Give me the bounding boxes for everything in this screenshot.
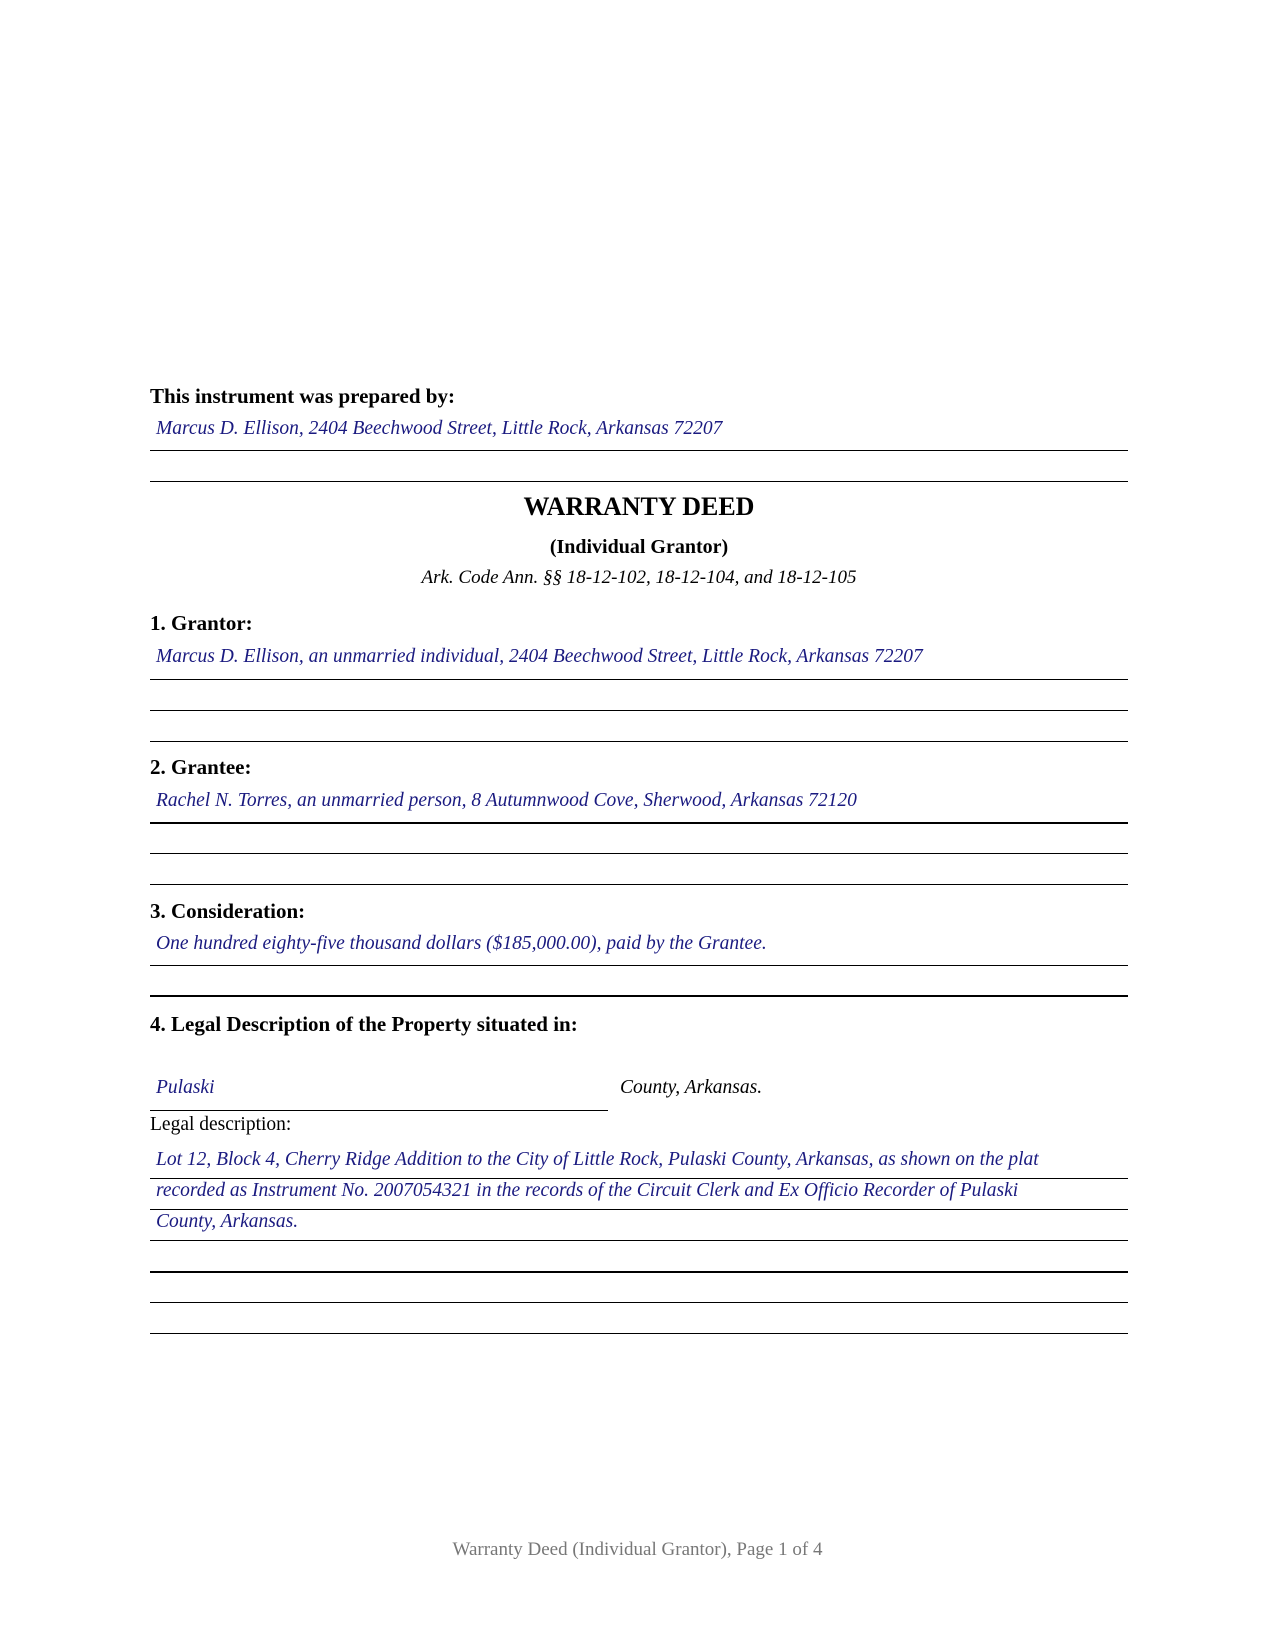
prepared-by-field[interactable]: Marcus D. Ellison, 2404 Beechwood Street, Little Rock, Arkansas 72207 xyxy=(156,418,723,439)
county-suffix: County, Arkansas. xyxy=(620,1077,763,1098)
grantor-line-3 xyxy=(150,741,1128,742)
legal-underline-6 xyxy=(150,1333,1128,1334)
legal-description-label: Legal description: xyxy=(150,1114,292,1135)
grantor-line-1 xyxy=(150,679,1128,680)
grantee-field[interactable]: Rachel N. Torres, an unmarried person, 8 Autumnwood Cove, Sherwood, Arkansas 72120 xyxy=(156,790,857,811)
grantee-line-1 xyxy=(150,822,1128,824)
statute-reference: Ark. Code Ann. §§ 18-12-102, 18-12-104, and 18-12-105 xyxy=(421,567,857,588)
legal-description-line-1[interactable]: Lot 12, Block 4, Cherry Ridge Addition to the City of Little Rock, Pulaski County, Arkansas, as shown on the plat xyxy=(156,1149,1039,1170)
legal-underline-4 xyxy=(150,1271,1128,1273)
document-subtitle: (Individual Grantor) xyxy=(549,536,729,558)
grantee-line-3 xyxy=(150,884,1128,885)
county-underline xyxy=(150,1110,608,1111)
legal-underline-1 xyxy=(150,1178,1128,1179)
grantor-line-2 xyxy=(150,710,1128,711)
prepared-by-label: This instrument was prepared by: xyxy=(150,384,455,408)
legal-underline-3 xyxy=(150,1240,1128,1241)
grantor-label: 1. Grantor: xyxy=(150,611,253,635)
legal-description-line-3[interactable]: County, Arkansas. xyxy=(156,1211,299,1232)
legal-description-line-2[interactable]: recorded as Instrument No. 2007054321 in the records of the Circuit Clerk and Ex Officio Recorder of Pulaski xyxy=(156,1180,1019,1201)
prepared-by-underline xyxy=(150,450,1128,451)
grantor-field[interactable]: Marcus D. Ellison, an unmarried individual, 2404 Beechwood Street, Little Rock, Arkansas 72207 xyxy=(156,646,923,667)
header-divider xyxy=(150,481,1128,482)
grantee-label: 2. Grantee: xyxy=(150,755,252,779)
county-field[interactable]: Pulaski xyxy=(156,1077,215,1098)
property-label: 4. Legal Description of the Property situated in: xyxy=(150,1012,578,1036)
consideration-line-2 xyxy=(150,995,1128,997)
legal-underline-5 xyxy=(150,1302,1128,1303)
consideration-line-1 xyxy=(150,965,1128,966)
consideration-field[interactable]: One hundred eighty-five thousand dollars ($185,000.00), paid by the Grantee. xyxy=(156,933,767,954)
grantee-line-2 xyxy=(150,853,1128,854)
consideration-label: 3. Consideration: xyxy=(150,899,306,923)
page-footer: Warranty Deed (Individual Grantor), Page 1 of 4 xyxy=(452,1539,823,1560)
document-title: WARRANTY DEED xyxy=(523,492,755,521)
legal-underline-2 xyxy=(150,1209,1128,1210)
